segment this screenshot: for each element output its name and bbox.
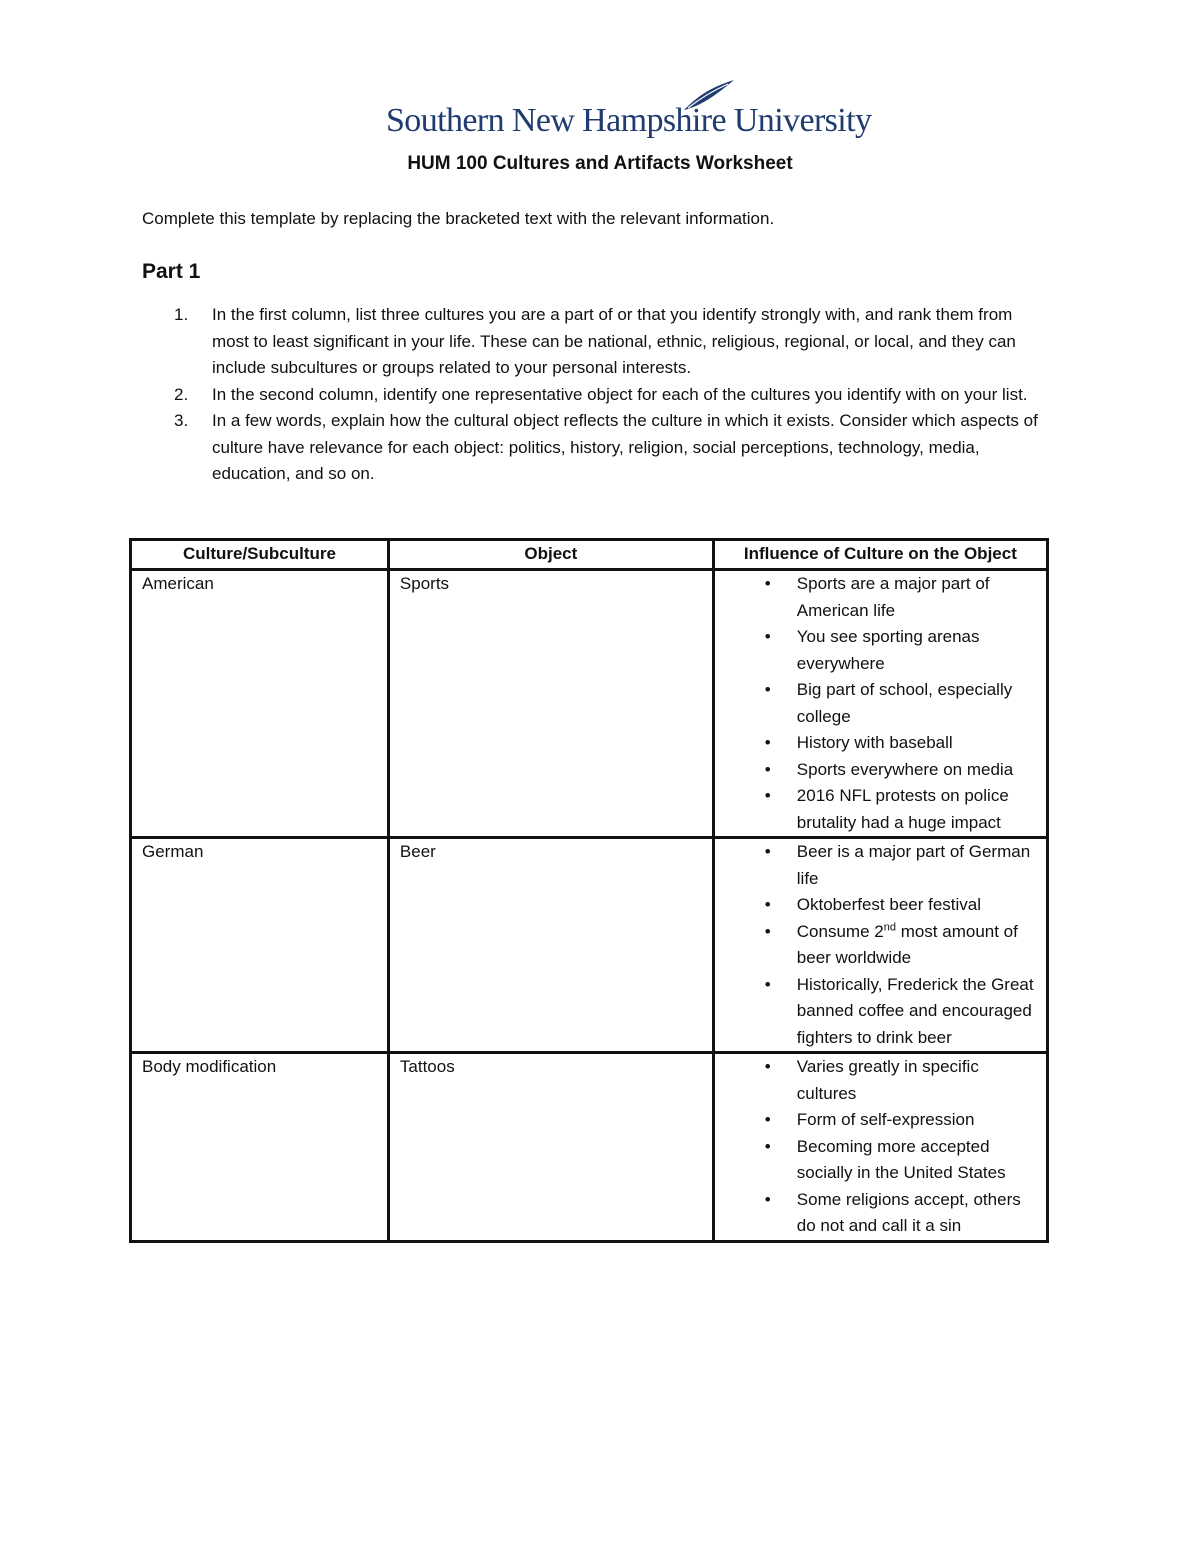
influence-cell [713,838,1047,1053]
instruction-list [142,302,1042,488]
table-row [131,1053,1048,1242]
influence-text-before: Consume 2 [796,921,884,941]
part-heading: Part 1 [142,260,201,283]
bullet-icon: • [764,1057,771,1076]
influence-text: Oktoberfest beer festival [796,895,982,914]
instruction-number: 2. [174,384,189,404]
culture-cell: American [131,570,389,838]
bullet-icon: • [764,842,771,861]
bullet-icon: • [764,627,771,646]
influence-item [725,624,1038,677]
table-row [131,838,1048,1053]
header-culture: Culture/Subculture [131,540,389,570]
logo-wordmark: Southern New Hampshire University [386,102,872,139]
influence-item [725,571,1038,624]
instruction-item [142,408,1042,488]
influence-item [725,839,1038,892]
bullet-icon: • [764,1189,771,1209]
bullet-icon: • [764,574,771,593]
instructions-text: Complete this template by replacing the bracketed text with the relevant information. [142,209,775,228]
instruction-number: 3. [174,411,189,430]
object-cell: Tattoos [388,1053,713,1242]
influence-text: Sports everywhere on media [796,759,1014,779]
influence-item [725,730,1038,757]
instruction-number: 1. [174,305,189,324]
instruction-text: In the second column, identify one representative object for each of the cultures you identify with on your list. [212,384,1028,404]
influence-text: Beer is a major part of German life [796,842,1031,888]
influence-item [725,1107,1038,1134]
bullet-icon: • [764,974,771,994]
influence-text: Becoming more accepted socially in the United States [796,1136,1006,1182]
influence-text: You see sporting arenas everywhere [796,627,980,673]
table-row [131,570,1048,838]
bullet-icon: • [764,895,771,914]
influence-list [725,1054,1038,1240]
influence-item [725,757,1038,784]
influence-text: Form of self-expression [796,1110,975,1129]
influence-text-after: most amount of beer worldwide [796,921,1018,967]
bullet-icon: • [764,759,771,779]
bullet-icon: • [764,733,771,752]
influence-text: Historically, Frederick the Great banned coffee and encouraged fighters to drink beer [796,974,1034,1047]
influence-cell [713,1053,1047,1242]
influence-item [725,1187,1038,1240]
culture-table [129,538,1049,1243]
bullet-icon: • [764,680,771,699]
influence-text: History with baseball [796,733,953,752]
influence-item [725,972,1038,1052]
instruction-item [142,302,1042,382]
instruction-item [142,382,1042,409]
influence-text: Sports are a major part of American life [796,574,990,620]
influence-item [725,919,1038,972]
object-cell: Beer [388,838,713,1053]
influence-item [725,677,1038,730]
table-header-row [131,540,1048,570]
bullet-icon: • [764,1110,771,1129]
ordinal-suffix: nd [883,920,896,933]
document-title: HUM 100 Cultures and Artifacts Worksheet [407,153,793,174]
instruction-text: In the first column, list three cultures you are a part of or that you identify strongly with, and rank them from most to least significant in your life. These can be national, ethnic, religious, regional, or local, and they can include subcultures or groups related to your personal interests. [212,305,1016,377]
bullet-icon: • [764,1136,771,1156]
culture-cell: Body modification [131,1053,389,1242]
influence-item [725,783,1038,836]
object-cell: Sports [388,570,713,838]
influence-cell [713,570,1047,838]
influence-text: Some religions accept, others do not and call it a sin [796,1189,1021,1235]
influence-text: Big part of school, especially college [796,680,1013,726]
header-object: Object [388,540,713,570]
bullet-icon: • [764,786,771,805]
instruction-text: In a few words, explain how the cultural object reflects the culture in which it exists. Consider which aspects of culture have relevance for each object: politics, history, religion, social perceptions, technology, media, education, and so on. [212,411,1038,483]
header-influence: Influence of Culture on the Object [713,540,1047,570]
influence-text: Varies greatly in specific cultures [796,1057,979,1103]
influence-list [725,571,1038,836]
influence-item [725,892,1038,919]
influence-item [725,1134,1038,1187]
university-logo [386,78,872,148]
influence-list [725,839,1038,1051]
culture-cell: German [131,838,389,1053]
influence-item [725,1054,1038,1107]
bullet-icon: • [764,921,771,941]
influence-text: 2016 NFL protests on police brutality had a huge impact [796,786,1009,832]
